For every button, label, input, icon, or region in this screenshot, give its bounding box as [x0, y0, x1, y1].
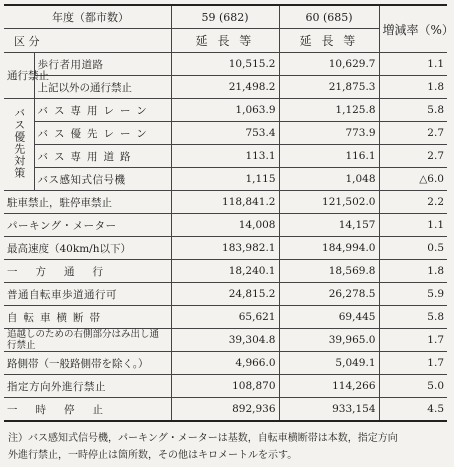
- footnote-line-1: 注）バス感知式信号機，パーキング・メーターは基数，自転車横断帯は本数，指定方向: [8, 433, 398, 444]
- row-label: 指定方向外進行禁止: [4, 375, 171, 398]
- rate-value: 1.8: [379, 76, 447, 99]
- rate-value: 2.7: [379, 145, 447, 168]
- row-label: 上記以外の通行禁止: [34, 76, 171, 99]
- value-59: 1,063.9: [171, 99, 279, 122]
- group-label-bus-priority: [4, 99, 34, 191]
- increase-rate-header: 増減率（%）: [379, 5, 447, 53]
- footnote-line-2: 外進行禁止，一時停止は箇所数，その他はキロメートルを示す。: [8, 450, 298, 461]
- rate-value: 2.7: [379, 122, 447, 145]
- value-59: 24,815.2: [171, 283, 279, 306]
- extension-header-59: 延 長 等: [171, 29, 279, 53]
- rate-value: 1.7: [379, 352, 447, 375]
- table-row: [4, 260, 447, 283]
- rate-value: 1.1: [379, 214, 447, 237]
- value-59: 108,870: [171, 375, 279, 398]
- table-footnote: [8, 430, 444, 464]
- row-label: 駐車禁止，駐停車禁止: [4, 191, 171, 214]
- value-59: 183,982.1: [171, 237, 279, 260]
- table-row: [4, 214, 447, 237]
- extension-header-60: 延 長 等: [279, 29, 379, 53]
- rate-value: △6.0: [379, 168, 447, 191]
- value-59: 753.4: [171, 122, 279, 145]
- value-60: 933,154: [279, 398, 379, 422]
- value-60: 116.1: [279, 145, 379, 168]
- row-label: 追越しのための右側部分はみ出し通行禁止: [4, 329, 171, 352]
- row-label: バス専用道路: [34, 145, 171, 168]
- table-row: [4, 352, 447, 375]
- rate-value: 5.8: [379, 306, 447, 329]
- table-row: [4, 283, 447, 306]
- group-label-text: 通行禁止: [7, 70, 49, 82]
- table-row: [4, 99, 447, 122]
- value-60: 184,994.0: [279, 237, 379, 260]
- rate-value: 1.1: [379, 53, 447, 76]
- value-60: 10,629.7: [279, 53, 379, 76]
- value-60: 114,266: [279, 375, 379, 398]
- row-label: バス優先レーン: [34, 122, 171, 145]
- row-label: バス感知式信号機: [34, 168, 171, 191]
- row-label: 最高速度（40km/h以下）: [4, 237, 171, 260]
- value-60: 773.9: [279, 122, 379, 145]
- value-59: 21,498.2: [171, 76, 279, 99]
- table-row: [4, 168, 447, 191]
- value-60: 39,965.0: [279, 329, 379, 352]
- value-60: 1,125.8: [279, 99, 379, 122]
- group-label-traffic-ban: [4, 53, 49, 99]
- rate-value: 5.0: [379, 375, 447, 398]
- value-59: 1,115: [171, 168, 279, 191]
- value-60: 5,049.1: [279, 352, 379, 375]
- row-label: バス専用レーン: [34, 99, 171, 122]
- group-label-text: バス優先対策: [12, 107, 26, 179]
- value-59: 14,008: [171, 214, 279, 237]
- year-label-header: 年度（都市数）: [4, 5, 171, 29]
- value-59: 118,841.2: [171, 191, 279, 214]
- value-59: 10,515.2: [171, 53, 279, 76]
- header-row-top: [4, 5, 447, 29]
- table-row: [4, 122, 447, 145]
- row-label: 歩行者用道路: [34, 53, 171, 76]
- value-60: 18,569.8: [279, 260, 379, 283]
- rate-value: 2.2: [379, 191, 447, 214]
- traffic-regulation-table: [4, 4, 454, 422]
- table-row: [4, 237, 447, 260]
- rate-value: 4.5: [379, 398, 447, 422]
- table-row: [4, 145, 447, 168]
- table-row: [4, 398, 447, 422]
- table-row: [4, 375, 447, 398]
- rate-value: 5.9: [379, 283, 447, 306]
- value-59: 65,621: [171, 306, 279, 329]
- table-row: [4, 53, 447, 76]
- row-label: 普通自転車歩道通行可: [4, 283, 171, 306]
- value-60: 21,875.3: [279, 76, 379, 99]
- table-row: [4, 306, 447, 329]
- value-60: 69,445: [279, 306, 379, 329]
- year-60-header: 60 (685): [279, 5, 379, 29]
- row-label: 自転車横断帯: [4, 306, 171, 329]
- value-59: 18,240.1: [171, 260, 279, 283]
- value-60: 14,157: [279, 214, 379, 237]
- value-59: 39,304.8: [171, 329, 279, 352]
- table-row: [4, 76, 447, 99]
- row-label: パーキング・メーター: [4, 214, 171, 237]
- value-59: 113.1: [171, 145, 279, 168]
- category-header: 区 分: [4, 29, 171, 53]
- table-row: [4, 329, 447, 352]
- row-label: 路側帯（一般路側帯を除く。）: [4, 352, 171, 375]
- value-59: 892,936: [171, 398, 279, 422]
- rate-value: 5.8: [379, 99, 447, 122]
- value-59: 4,966.0: [171, 352, 279, 375]
- year-59-header: 59 (682): [171, 5, 279, 29]
- table-row: [4, 191, 447, 214]
- rate-value: 1.8: [379, 260, 447, 283]
- value-60: 121,502.0: [279, 191, 379, 214]
- rate-value: 0.5: [379, 237, 447, 260]
- row-label: 一時停止: [4, 398, 171, 422]
- rate-value: 1.7: [379, 329, 447, 352]
- value-60: 26,278.5: [279, 283, 379, 306]
- row-label: 一方通行: [4, 260, 171, 283]
- value-60: 1,048: [279, 168, 379, 191]
